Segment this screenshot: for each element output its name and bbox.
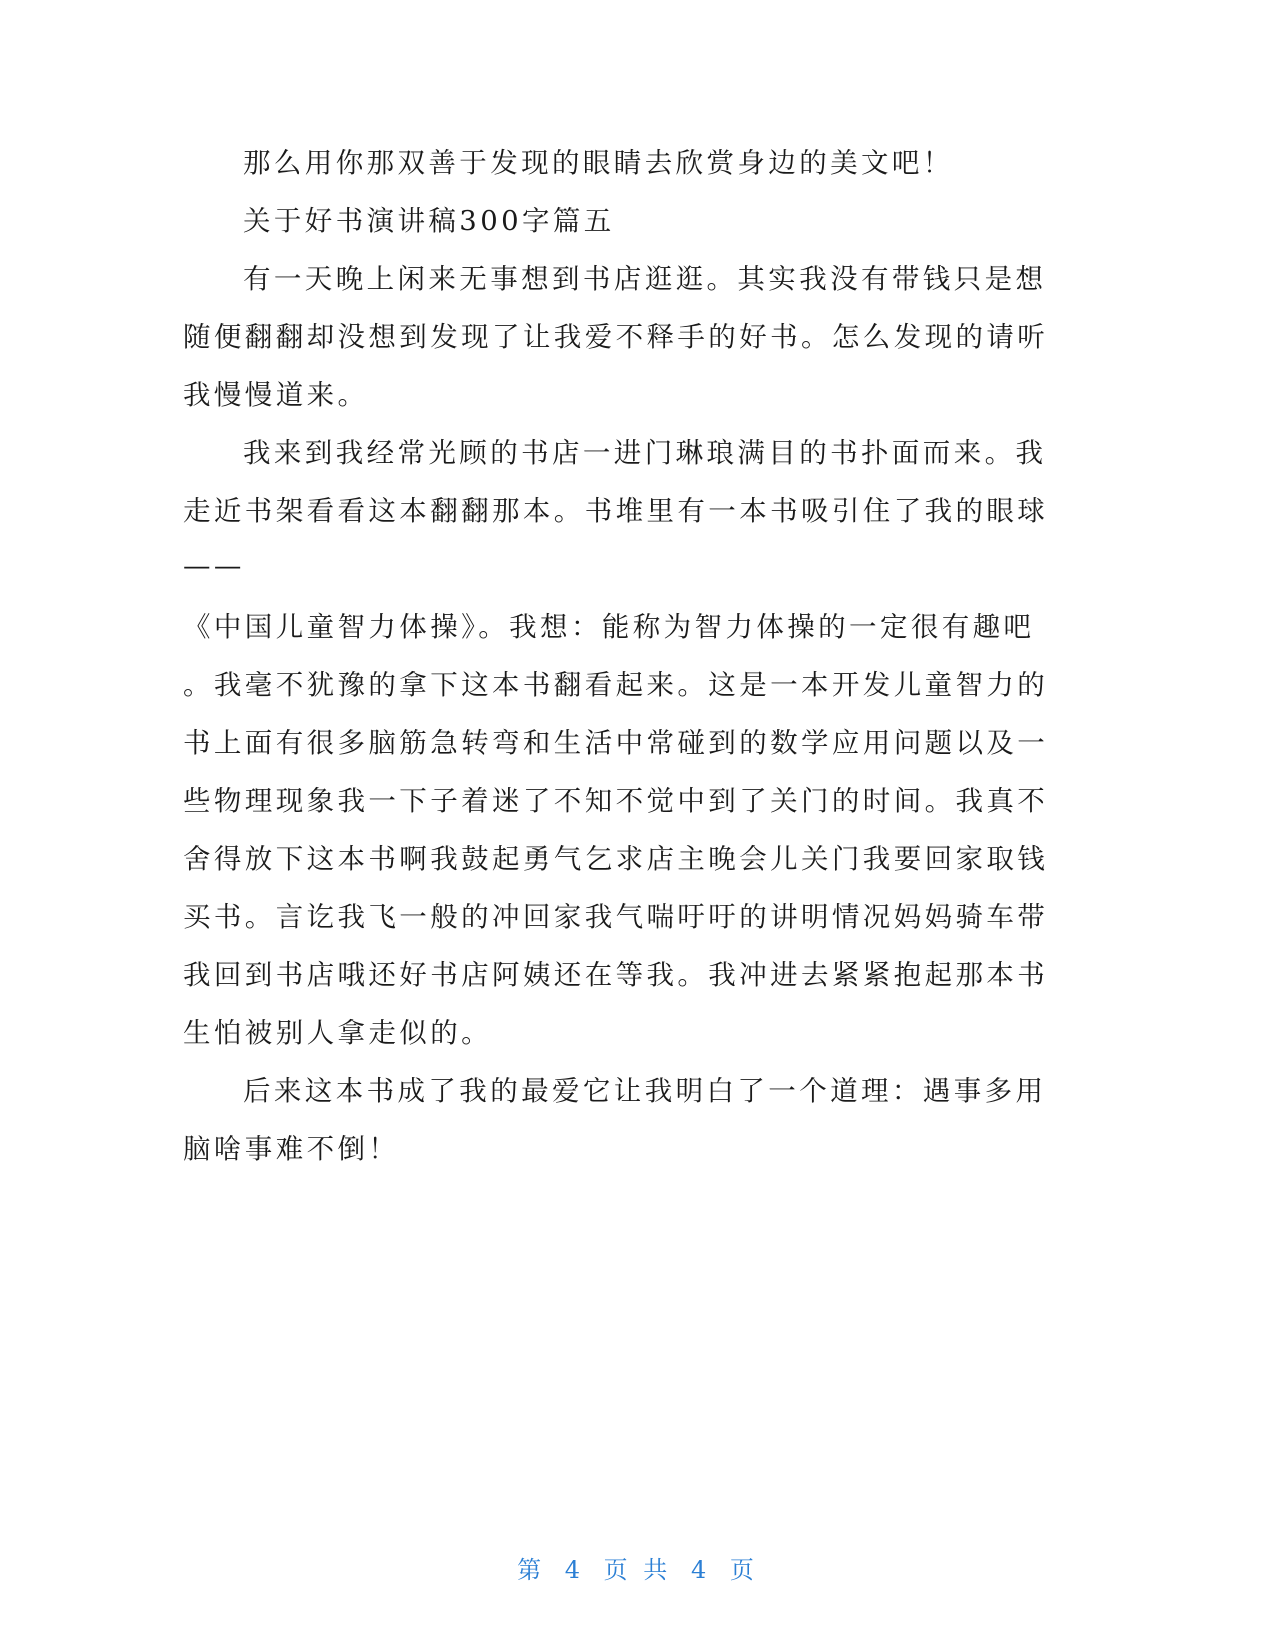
text-line: 我来到我经常光顾的书店一进门琳琅满目的书扑面而来。我 <box>243 437 1047 469</box>
text-line: 走近书架看看这本翻翻那本。书堆里有一本书吸引住了我的眼球 <box>183 495 1049 527</box>
text-line: 有一天晚上闲来无事想到书店逛逛。其实我没有带钱只是想 <box>243 263 1047 295</box>
section-heading: 关于好书演讲稿300字篇五 <box>243 205 615 237</box>
footer-prefix: 第 <box>517 1556 546 1584</box>
text-line: 随便翻翻却没想到发现了让我爱不释手的好书。怎么发现的请听 <box>183 321 1049 353</box>
text-line: 我慢慢道来。 <box>183 379 369 411</box>
text-line: —— <box>183 550 245 582</box>
text-line: 生怕被别人拿走似的。 <box>183 1017 492 1049</box>
text-line: 《中国儿童智力体操》。我想：能称为智力体操的一定很有趣吧 <box>183 611 1035 643</box>
text-line: 舍得放下这本书啊我鼓起勇气乞求店主晚会儿关门我要回家取钱 <box>183 843 1049 875</box>
page-footer <box>0 1550 1275 1585</box>
text-line: 我回到书店哦还好书店阿姨还在等我。我冲进去紧紧抱起那本书 <box>183 959 1049 991</box>
text-line: 那么用你那双善于发现的眼睛去欣赏身边的美文吧！ <box>243 147 954 179</box>
footer-suffix: 页 <box>729 1556 758 1584</box>
text-line: 书上面有很多脑筋急转弯和生活中常碰到的数学应用问题以及一 <box>183 727 1049 759</box>
text-line: 些物理现象我一下子着迷了不知不觉中到了关门的时间。我真不 <box>183 785 1049 817</box>
text-line: 买书。言讫我飞一般的冲回家我气喘吁吁的讲明情况妈妈骑车带 <box>183 901 1049 933</box>
total-page-count: 4 <box>690 1556 711 1584</box>
footer-middle: 页 共 <box>603 1556 672 1584</box>
text-line: 脑啥事难不倒！ <box>183 1133 400 1165</box>
current-page-number: 4 <box>564 1556 585 1584</box>
text-line: 。我毫不犹豫的拿下这本书翻看起来。这是一本开发儿童智力的 <box>183 669 1049 701</box>
text-line: 后来这本书成了我的最爱它让我明白了一个道理：遇事多用 <box>243 1075 1047 1107</box>
